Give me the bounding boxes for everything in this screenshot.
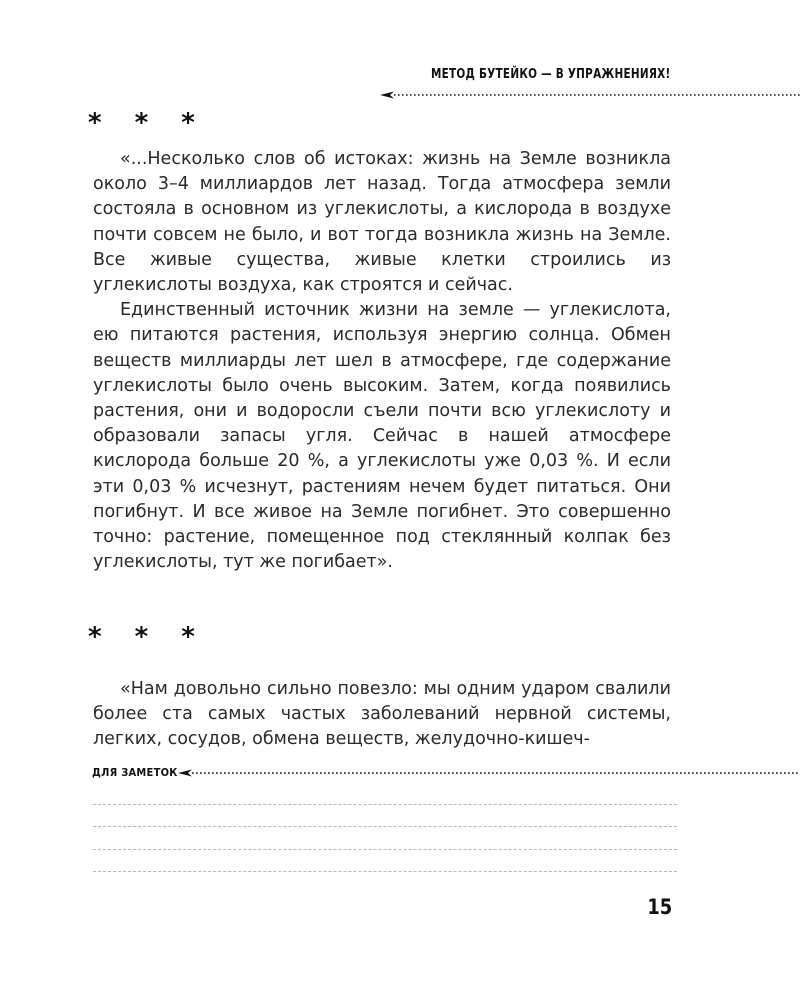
note-line[interactable] xyxy=(93,871,677,872)
section-divider-stars: * * * xyxy=(88,108,207,138)
section-divider-stars: * * * xyxy=(88,622,207,652)
notes-label: ДЛЯ ЗАМЕТОК xyxy=(92,766,178,779)
note-line[interactable] xyxy=(93,804,677,805)
paragraph: Единственный источник жизни на земле — углекислота, ею питаются растения, используя энергию солнца. Обмен веществ миллиарды лет шел в атмосфере, где содержание углекислоты было очень высоким. Затем, когда появились растения, они и водоросли съели почти всю углекислоту и образовали запасы угля. Сейчас в нашей атмосфере кислорода больше 20 %, а углекислоты уже 0,03 %. И если эти 0,03 % исчезнут, растениям нечем будет питаться. Они погибнут. И все живое на Земле погибнет. Это совершенно точно: растение, помещенное под стеклянный колпак без углекислоты, тут же погибает». xyxy=(93,300,671,573)
notes-dotted-arrow xyxy=(178,769,800,777)
header-dotted-arrow xyxy=(380,91,800,99)
note-line[interactable] xyxy=(93,849,677,850)
paragraph: «...Несколько слов об истоках: жизнь на Земле возникла около 3–4 миллиардов лет назад. Тогда атмосфера земли состояла в основном из углекислоты, а кислорода в воздухе почти совсем не было, и вот тогда возникла жизнь на Земле. Все живые существа, живые клетки строились из углекислоты воздуха, как строятся и сейчас. xyxy=(93,149,671,296)
paragraph: «Нам довольно сильно повезло: мы одним ударом свалили более ста самых частых заболеваний нервной системы, легких, сосудов, обмена веществ, желудочно-кишеч- xyxy=(93,679,671,750)
note-line[interactable] xyxy=(93,826,677,827)
body-text-section-2 xyxy=(93,677,671,753)
page-number: 15 xyxy=(647,895,672,919)
running-header-title: МЕТОД БУТЕЙКО — В УПРАЖНЕНИЯХ! xyxy=(430,66,670,82)
body-text-section-1 xyxy=(93,147,671,575)
